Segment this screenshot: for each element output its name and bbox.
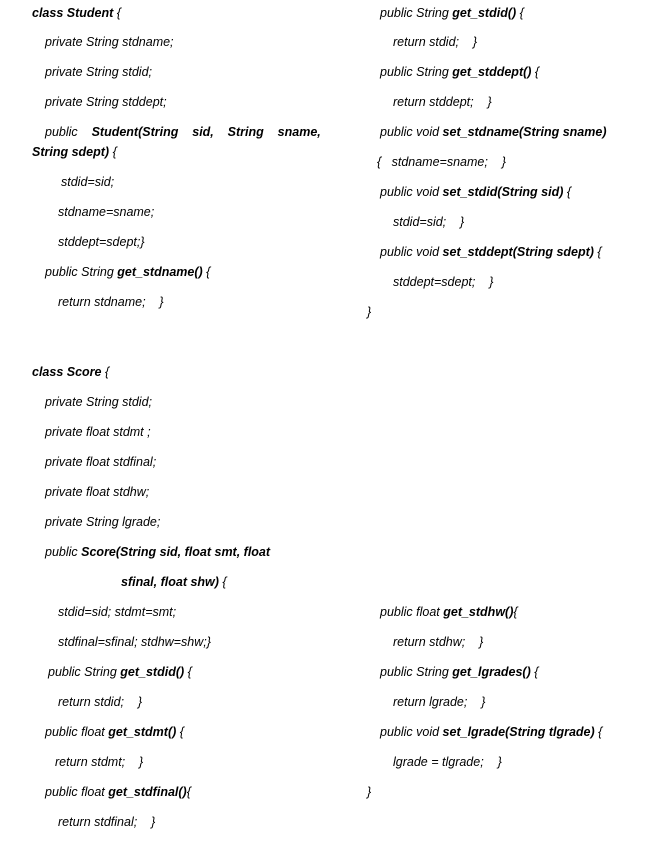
code-identifier: Student(String sid, String sname, (91, 125, 321, 139)
code-line (393, 695, 485, 710)
code-line (393, 215, 464, 230)
code-line (393, 635, 483, 650)
code-line (58, 695, 142, 710)
code-text: } (367, 305, 372, 319)
code-identifier: get_lgrades() (452, 665, 531, 679)
code-line (367, 305, 371, 320)
code-line (45, 65, 152, 80)
code-line (32, 145, 117, 160)
code-text: stdfinal=sfinal; stdhw=shw;} (58, 635, 211, 649)
code-identifier: get_stddept() (452, 65, 532, 79)
code-line (58, 815, 155, 830)
code-line (58, 635, 211, 650)
code-text: lgrade = tlgrade; } (393, 755, 502, 769)
code-text: private String lgrade; (45, 515, 161, 529)
code-text: { stdname=sname; } (377, 155, 506, 169)
code-text: return stdid; } (58, 695, 143, 709)
code-identifier: set_stdid(String sid) (442, 185, 564, 199)
code-text: private String stddept; (45, 95, 167, 109)
code-line (45, 785, 191, 800)
code-text: private float stdhw; (45, 485, 150, 499)
code-line (380, 125, 606, 140)
code-brace: { (218, 575, 227, 589)
code-text: public float (45, 725, 109, 739)
code-line (58, 235, 145, 250)
code-text: public String (380, 6, 453, 20)
code-line (380, 6, 524, 21)
code-line (45, 485, 149, 500)
code-line (45, 35, 174, 50)
code-line (393, 35, 477, 50)
code-line (393, 755, 502, 770)
code-line (380, 725, 602, 740)
code-line (45, 125, 321, 140)
code-text: public float (45, 785, 109, 799)
code-text: return stdid; } (393, 35, 478, 49)
code-identifier: set_stdname(String sname) (442, 125, 607, 139)
code-brace: { (101, 365, 110, 379)
code-line (61, 175, 114, 190)
code-text: stdid=sid; } (393, 215, 465, 229)
code-identifier: get_stdid() (452, 6, 517, 20)
code-identifier: String sdept) (32, 145, 110, 159)
code-text: stdname=sname; (58, 205, 155, 219)
code-line (393, 275, 493, 290)
code-identifier: get_stdmt() (108, 725, 177, 739)
code-line (45, 545, 270, 560)
code-line (55, 755, 143, 770)
code-text: public void (380, 245, 443, 259)
code-line (45, 95, 167, 110)
code-brace: { (516, 6, 524, 20)
code-line (380, 65, 539, 80)
code-text: return stddept; } (393, 95, 492, 109)
code-line (367, 785, 371, 800)
code-text: private String stdname; (45, 35, 174, 49)
code-text: } (367, 785, 372, 799)
code-line (393, 95, 492, 110)
code-text: public String (48, 665, 121, 679)
code-text: public String (380, 65, 453, 79)
code-text: public String (45, 265, 118, 279)
code-identifier: class Student (32, 6, 114, 20)
code-text: private String stdid; (45, 65, 152, 79)
code-brace: { (513, 605, 518, 619)
code-text: private float stdmt ; (45, 425, 151, 439)
code-text: return stdmt; } (55, 755, 144, 769)
code-line (58, 605, 176, 620)
code-line (380, 665, 538, 680)
code-identifier: get_stdhw() (443, 605, 514, 619)
code-line (58, 295, 164, 310)
code-line (121, 575, 227, 590)
code-line (380, 185, 571, 200)
code-identifier: set_lgrade(String tlgrade) (442, 725, 595, 739)
code-text: return lgrade; } (393, 695, 486, 709)
code-brace: { (176, 725, 184, 739)
code-identifier: get_stdfinal() (108, 785, 187, 799)
code-line (32, 6, 121, 21)
code-line (380, 245, 602, 260)
code-text: private String stdid; (45, 395, 152, 409)
code-brace: { (530, 665, 539, 679)
code-text: stdid=sid; (61, 175, 115, 189)
code-identifier: sfinal, float shw) (121, 575, 219, 589)
code-text: stddept=sdept; } (393, 275, 494, 289)
code-text: stddept=sdept;} (58, 235, 145, 249)
code-text: public (45, 545, 82, 559)
code-brace: { (186, 785, 191, 799)
code-brace: { (113, 6, 121, 20)
code-identifier: get_stdid() (120, 665, 185, 679)
code-brace: { (594, 725, 603, 739)
code-text: public void (380, 185, 443, 199)
code-identifier: class Score (32, 365, 102, 379)
code-line (32, 365, 109, 380)
code-line (45, 395, 152, 410)
code-line (45, 725, 184, 740)
code-line (45, 515, 160, 530)
code-identifier: Score(String sid, float smt, float (81, 545, 271, 559)
code-line (380, 605, 518, 620)
code-brace: { (202, 265, 211, 279)
code-line (45, 265, 210, 280)
code-line (45, 455, 156, 470)
code-brace: { (184, 665, 192, 679)
code-text: public float (380, 605, 444, 619)
code-brace: { (563, 185, 572, 199)
code-text: public (45, 125, 92, 139)
code-line (45, 425, 151, 440)
code-line (377, 155, 506, 170)
code-brace: { (593, 245, 602, 259)
code-line (48, 665, 192, 680)
code-text: private float stdfinal; (45, 455, 157, 469)
code-identifier: set_stddept(String sdept) (442, 245, 594, 259)
code-brace: { (109, 145, 117, 159)
code-line (58, 205, 154, 220)
code-text: public String (380, 665, 453, 679)
code-text: return stdfinal; } (58, 815, 156, 829)
code-text: public void (380, 125, 443, 139)
code-identifier: get_stdname() (117, 265, 203, 279)
code-text: stdid=sid; stdmt=smt; (58, 605, 177, 619)
code-brace: { (531, 65, 540, 79)
code-text: public void (380, 725, 443, 739)
code-text: return stdname; } (58, 295, 164, 309)
code-text: return stdhw; } (393, 635, 484, 649)
